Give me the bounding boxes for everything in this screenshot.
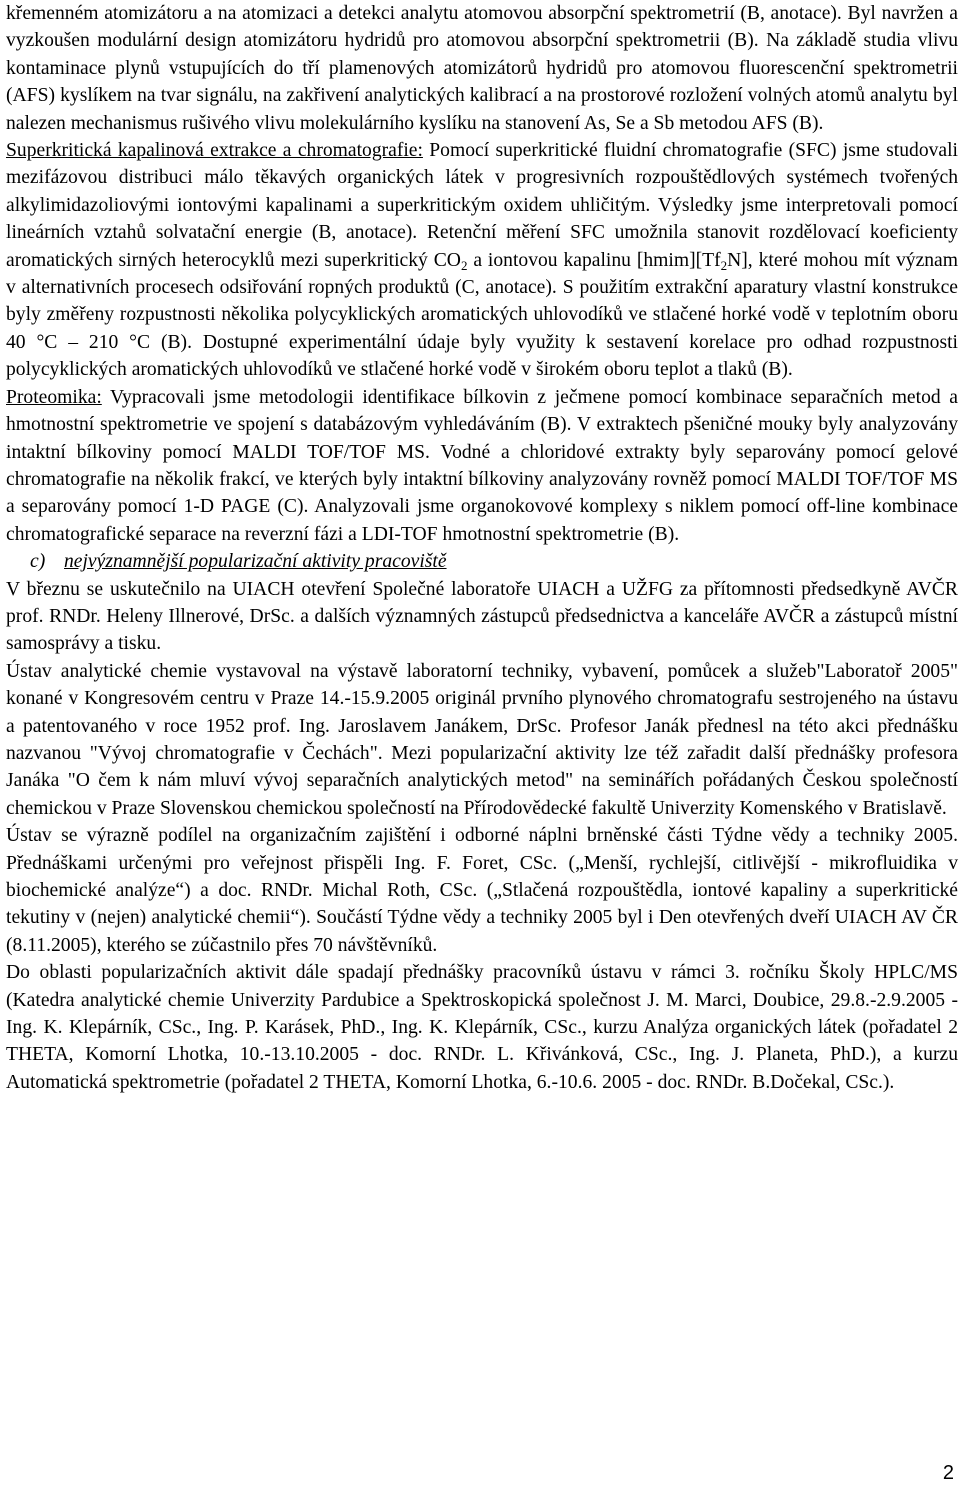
document-body xyxy=(6,0,958,1096)
paragraph-atomization: křemenném atomizátoru a na atomizaci a detekci analytu atomovou absorpční spektrometrií (B, anotace). Byl navržen a vyzkoušen modulární design atomizátoru hydridů pro atomovou absorpční spektrometrii (B). Na základě studia vlivu kontaminace plynů vstupujících do tří plamenových atomizátorů hydridů pro atomovou fluorescenční spektrometrii (AFS) kyslíkem na tvar signálu, na zakřivení analytických kalibrací a na prostorové rozložení volných atomů analytu byl nalezen mechanismus rušivého vlivu molekulárního kyslíku na stanovení As, Se a Sb metodou AFS (B). xyxy=(6,3,958,134)
section-label-proteomics: Proteomika: xyxy=(6,386,102,408)
paragraph-science-week: Ústav se výrazně podílel na organizačním zajištění i odborné náplni brněnské části Týdne vědy a techniky 2005. Přednáškami určenými pro veřejnost přispěli Ing. F. Foret, CSc. („Menší, rychlejší, citlivější - mikrofluidika v biochemické analýze“) a doc. RNDr. Michal Roth, CSc. („Stlačená rozpouštědla, iontové kapaliny a superkritické tekutiny v (nejen) analytické chemii“). Součástí Týdne vědy a techniky 2005 byl i Den otevřených dveří UIACH AV ČR (8.11.2005), kterého se zúčastnilo přes 70 návštěvníků. xyxy=(6,825,958,956)
page-number: 2 xyxy=(942,1462,954,1484)
section-heading-popularization xyxy=(6,548,958,575)
paragraph-proteomics: Proteomika: Vypracovali jsme metodologii identifikace bílkovin z ječmene pomocí kombinace separačních metod a hmotnostní spektrometrie ve spojení s databázovým vyhledáváním (B). V extraktech pšeničné mouky byly analyzovány intaktní bílkoviny pomocí MALDI TOF/TOF MS. Vodné a chloridové extrakty byly separovány pomocí gelové chromatografie na několik frakcí, ve kterých byly intaktní bílkoviny analyzovány rovněž pomocí MALDI TOF/TOF MS a separovány pomocí 1-D PAGE (C). Analyzovali jsme organokovové komplexy s niklem pomocí off-line kombinace chromatografické separace na reverzní fázi a LDI-TOF hmotnostní spektrometrie (B). xyxy=(6,386,958,545)
paragraph-lab-opening: V březnu se uskutečnilo na UIACH otevření Společné laboratoře UIACH a UŽFG za přítomnosti předsedkyně AVČR prof. RNDr. Heleny Illnerové, DrSc. a dalších významných zástupců předsednictva a kanceláře AVČR a zástupců místní samosprávy a tisku. xyxy=(6,578,958,655)
section-label-supercritical: Superkritická kapalinová extrakce a chromatografie: xyxy=(6,140,423,162)
paragraph-lectures: Do oblasti popularizačních aktivit dále spadají přednášky pracovníků ústavu v rámci 3. ročníku Školy HPLC/MS (Katedra analytické chemie Univerzity Pardubice a Spektroskopická společnost J. M. Marci, Doubice, 29.8.-2.9.2005 -Ing. K. Klepárník, CSc., Ing. P. Karásek, PhD., Ing. K. Klepárník, CSc., kurzu Analýza organických látek (pořadatel 2 THETA, Komorní Lhotka, 10.-13.10.2005 - doc. RNDr. L. Křivánková, CSc., Ing. J. Planeta, PhD.), a kurzu Automatická spektrometrie (pořadatel 2 THETA, Komorní Lhotka, 6.-10.6. 2005 - doc. RNDr. B.Dočekal, CSc.). xyxy=(6,962,958,1093)
paragraph-supercritical: Superkritická kapalinová extrakce a chromatografie: Pomocí superkritické fluidní chromatografie (SFC) jsme studovali mezifázovou distribuci málo těkavých organických látek v progresivních rozpouštědlových systémech tvořených alkylimidazoliovými iontovými kapalinami a superkritickým oxidem uhličitým. Výsledky jsme interpretovali pomocí lineárních vztahů solvatační energie (B, anotace). Retenční měření SFC umožnila stanovit rozdělovací koeficienty aromatických sirných heterocyklů mezi superkritický $CO_2$ a iontovou kapalinu $[hmim][Tf_2N]$, které mohou mít význam v alternativních procesech odsiřování ropných produktů (C, anotace). S použitím extrakční aparatury vlastní konstrukce byly změřeny rozpustnosti několika polycyklických aromatických uhlovodíků ve stlačené horké vodě v teplotním oboru 40 °C – 210 °C (B). Dostupné experimentální údaje byly využity k sestavení korelace pro odhad rozpustnosti polycyklických aromatických uhlovodíků ve stlačené horké vodě v širokém oboru teplot a tlaků (B). xyxy=(6,140,958,381)
heading-marker: c) xyxy=(30,551,46,573)
heading-text: nejvýznamnější popularizační aktivity pracoviště xyxy=(64,551,447,573)
paragraph-exhibition: Ústav analytické chemie vystavoval na výstavě laboratorní techniky, vybavení, pomůcek a služeb"Laboratoř 2005" konané v Kongresovém centru v Praze 14.-15.9.2005 originál prvního plynového chromatografu sestrojeného na ústavu a patentovaného v roce 1952 prof. Ing. Jaroslavem Janákem, DrSc. Profesor Janák přednesl na této akci přednášku nazvanou "Vývoj chromatografie v Čechách". Mezi popularizační aktivity lze též zařadit další přednášky profesora Janáka "O čem k nám mluví vývoj separačních analytických metod" na seminářích pořádaných Českou společností chemickou v Praze Slovenskou chemickou společností na Přírodovědecké fakultě Univerzity Komenského v Bratislavě. xyxy=(6,660,958,819)
